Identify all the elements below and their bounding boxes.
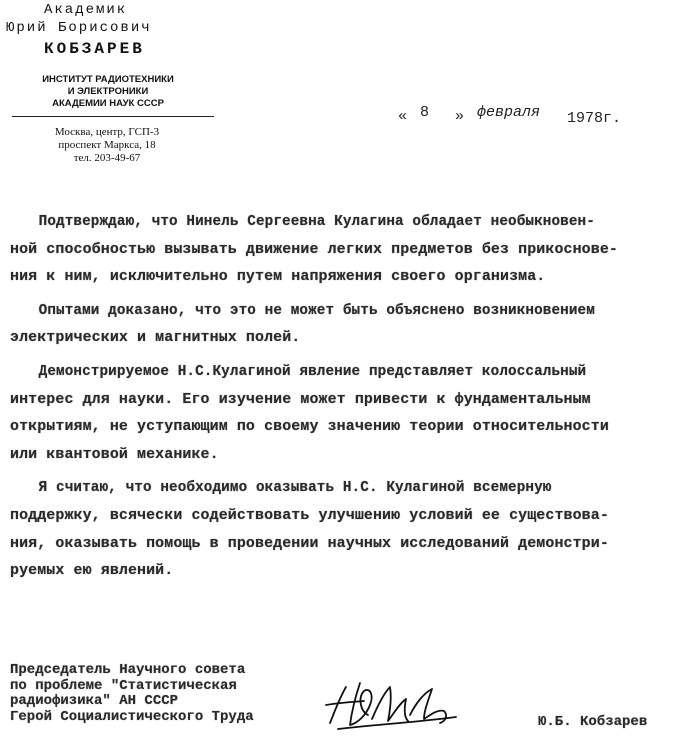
date-close-quote: »: [455, 108, 465, 125]
address-line: тел. 203-49-67: [73, 152, 141, 164]
signatory-name: Ю.Б. Кобзарев: [538, 714, 648, 730]
paragraph: [10, 358, 670, 468]
signatory-title-line: по проблеме "Статистическая: [10, 677, 237, 694]
text-line: электрических и магнитных полей.: [10, 329, 301, 347]
address-line: проспект Маркса, 18: [58, 139, 156, 151]
letterhead-first-names: Юрий Борисович: [6, 20, 152, 36]
text-line: Подтверждаю, что Нинель Сергеевна Кулагина обладает необыкновен-: [38, 213, 595, 230]
paragraph: [10, 474, 670, 584]
institute-line: АКАДЕМИИ НАУК СССР: [52, 98, 164, 109]
text-line: Я считаю, что необходимо оказывать Н.С. Кулагиной всемерную: [38, 479, 552, 497]
text-line: интерес для науки. Его изучение может привести к фундаментальным: [10, 390, 591, 408]
date-day: 8: [420, 104, 430, 121]
letterhead-divider: [12, 116, 214, 117]
signatory-title-line: Герой Социалистического Труда: [10, 708, 254, 725]
text-line: Опытами доказано, что это не может быть объяснено возникновением: [38, 301, 595, 319]
date-year: 1978г.: [567, 110, 622, 127]
text-line: поддержку, всячески содействовать улучшению условий ее существова-: [10, 506, 609, 524]
date-open-quote: «: [398, 108, 408, 125]
signatory-title: [10, 663, 330, 725]
text-line: ния, оказывать помощь в проведении научных исследований демонстри-: [10, 534, 609, 552]
text-line: руемых ею явлений.: [10, 562, 174, 580]
institute-line: ИНСТИТУТ РАДИОТЕХНИКИ: [42, 74, 174, 85]
text-line: ной способностью вызывать движение легких предметов без прикоснове-: [10, 240, 618, 258]
letterhead-surname: КОБЗАРЕВ: [44, 40, 145, 58]
text-line: ния к ним, исключительно путем напряжения своего организма.: [10, 268, 546, 286]
letterhead-rank: Академик: [44, 2, 128, 18]
date-month: февраля: [477, 104, 541, 121]
letter-body: [10, 208, 670, 585]
text-line: открытиям, не уступающим по своему значению теории относительности: [10, 418, 609, 436]
paragraph: [10, 297, 670, 352]
handwritten-signature: [320, 675, 470, 735]
letterhead-institute: [8, 74, 208, 110]
signatory-title-line: радиофизика" АН СССР: [10, 693, 179, 709]
text-line: или квантовой механике.: [10, 445, 219, 463]
paragraph: [10, 208, 670, 291]
signatory-title-line: Председатель Научного совета: [10, 662, 246, 678]
address-line: Москва, центр, ГСП-3: [54, 126, 160, 138]
text-line: Демонстрируемое Н.С.Кулагиной явление представляет колоссальный: [38, 362, 587, 380]
institute-line: И ЭЛЕКТРОНИКИ: [67, 86, 149, 97]
letterhead-address: [12, 126, 202, 165]
